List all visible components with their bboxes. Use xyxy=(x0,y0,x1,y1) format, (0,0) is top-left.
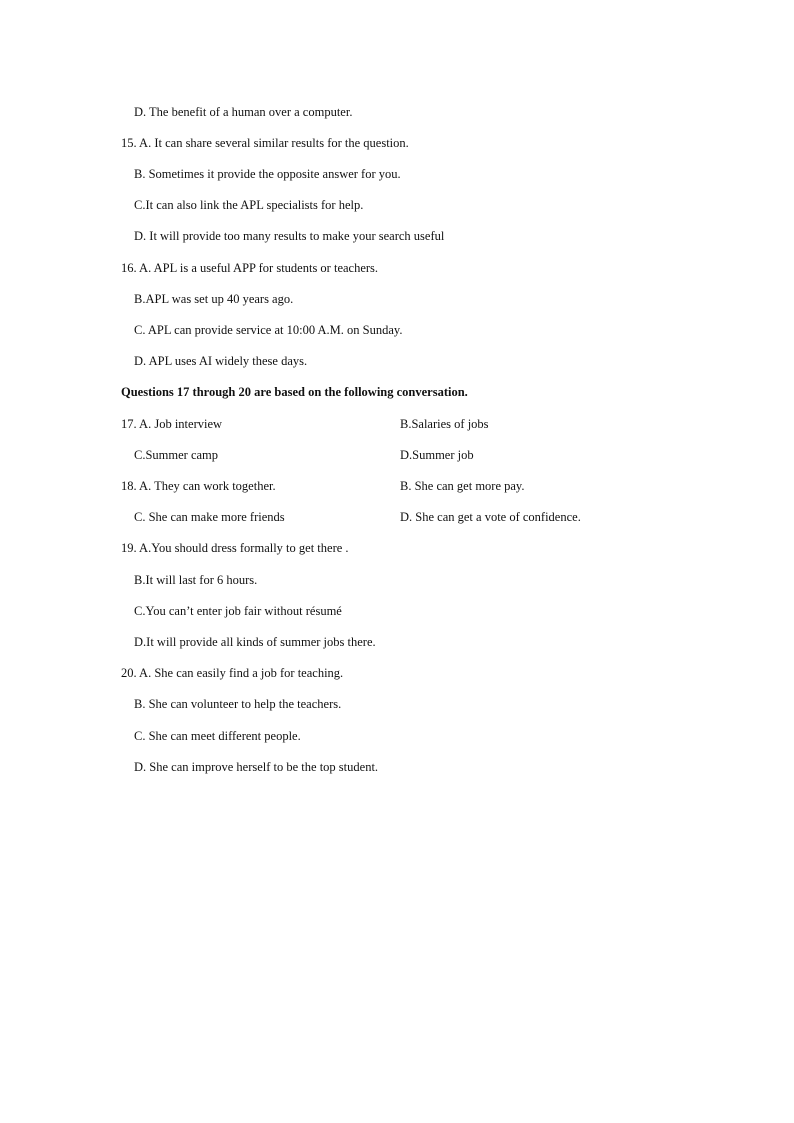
q19-option-c: C.You can’t enter job fair without résumé xyxy=(134,604,342,618)
q18-option-d: D. She can get a vote of confidence. xyxy=(400,510,581,524)
q14-option-d: D. The benefit of a human over a computer. xyxy=(134,105,353,119)
q15-option-a: 15. A. It can share several similar results for the question. xyxy=(121,136,409,150)
q20-option-c: C. She can meet different people. xyxy=(134,729,301,743)
q19-option-a: 19. A.You should dress formally to get there . xyxy=(121,541,349,555)
q18-option-b: B. She can get more pay. xyxy=(400,479,525,493)
q16-option-a: 16. A. APL is a useful APP for students or teachers. xyxy=(121,261,379,275)
q15-option-b: B. Sometimes it provide the opposite answer for you. xyxy=(134,167,401,181)
q17-option-a: 17. A. Job interview xyxy=(121,417,223,431)
q16-option-c: C. APL can provide service at 10:00 A.M. on Sunday. xyxy=(134,323,403,337)
q15-option-d: D. It will provide too many results to make your search useful xyxy=(134,229,445,243)
q18-option-c: C. She can make more friends xyxy=(134,510,285,524)
q17-option-c: C.Summer camp xyxy=(134,448,219,462)
q15-option-c: C.It can also link the APL specialists for help. xyxy=(134,198,364,212)
q17-option-d: D.Summer job xyxy=(400,448,474,462)
q18-option-a: 18. A. They can work together. xyxy=(121,479,276,493)
q20-option-a: 20. A. She can easily find a job for teaching. xyxy=(121,666,344,680)
q20-option-d: D. She can improve herself to be the top student. xyxy=(134,760,379,774)
q20-option-b: B. She can volunteer to help the teachers. xyxy=(134,697,342,711)
q16-option-d: D. APL uses AI widely these days. xyxy=(134,354,308,368)
q19-option-b: B.It will last for 6 hours. xyxy=(134,573,258,587)
q17-option-b: B.Salaries of jobs xyxy=(400,417,489,431)
q19-option-d: D.It will provide all kinds of summer jobs there. xyxy=(134,635,376,649)
q16-option-b: B.APL was set up 40 years ago. xyxy=(134,292,294,306)
section-heading: Questions 17 through 20 are based on the following conversation. xyxy=(121,385,468,399)
